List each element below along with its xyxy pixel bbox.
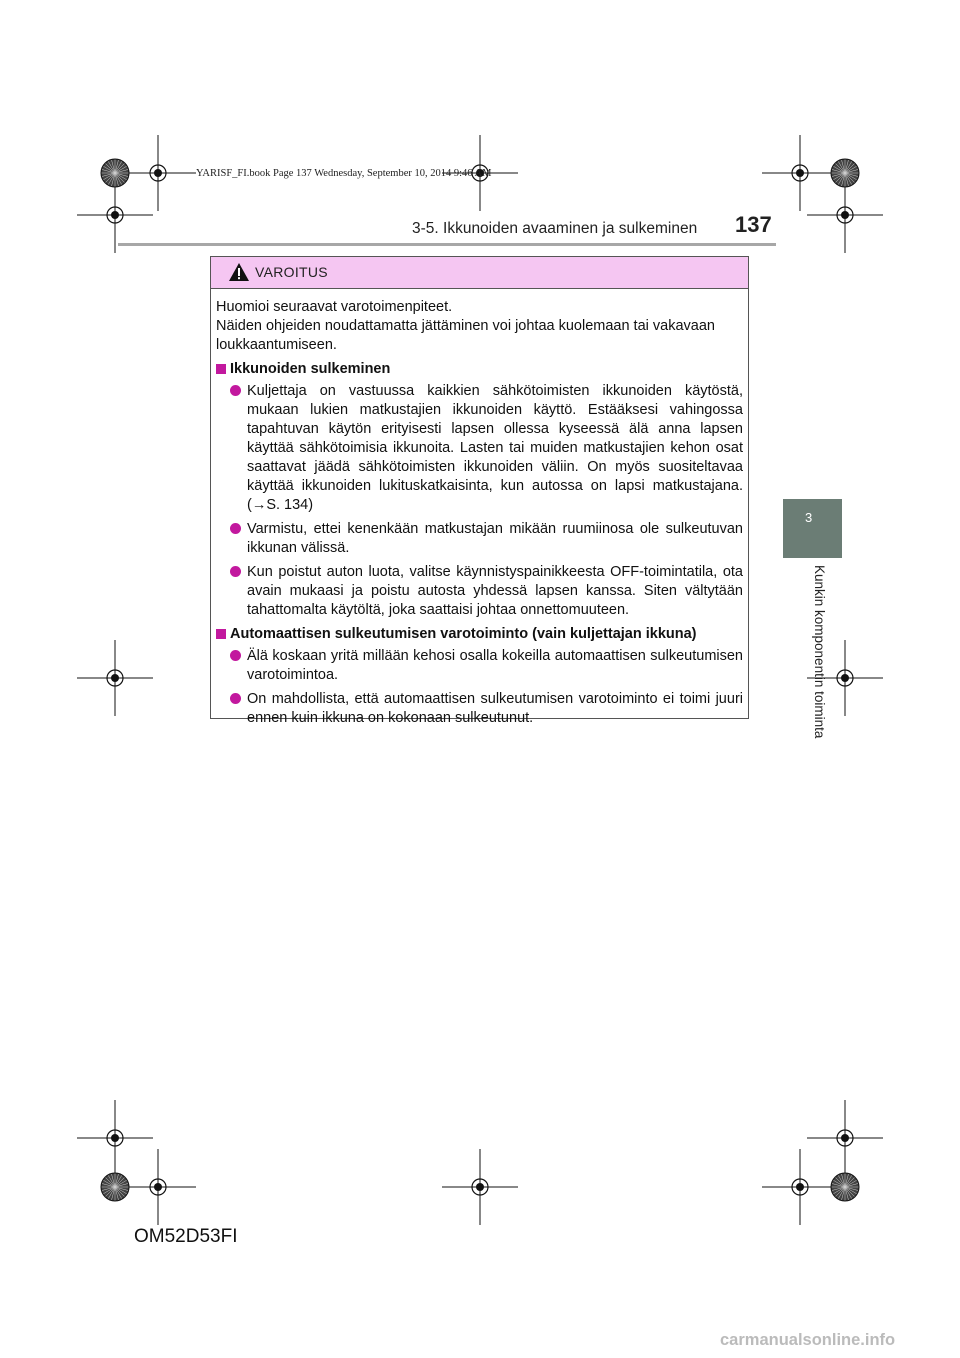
square-bullet-icon	[216, 364, 226, 374]
section-heading: Ikkunoiden sulkeminen	[216, 360, 743, 379]
bullet-dot-icon	[230, 385, 241, 396]
bullet-item: On mahdollista, että automaattisen sulkeutumisen varotoiminto ei toimi juuri ennen kuin ikkuna on kokonaan sulkeutunut.	[216, 690, 743, 728]
crosshair-mark	[841, 1134, 849, 1142]
header-rule	[118, 243, 776, 246]
bullet-item: Kun poistut auton luota, valitse käynnistyspainikkeesta OFF-toimintatila, ota avain mukaasi ja poistu autosta yhdessä lapsen kanssa. Siten vältytään tahattomalta käytöltä, joka saattaisi johtaa onnettomuuteen.	[216, 563, 743, 620]
warning-title: VAROITUS	[255, 264, 328, 280]
section-title: 3-5. Ikkunoiden avaaminen ja sulkeminen	[412, 220, 698, 237]
bullet-dot-icon	[230, 523, 241, 534]
book-info: YARISF_FI.book Page 137 Wednesday, September 10, 2014 9:46 AM	[196, 168, 492, 179]
crosshair-mark	[111, 1134, 119, 1142]
square-bullet-icon	[216, 629, 226, 639]
warning-body	[216, 298, 743, 733]
crosshair-mark	[841, 674, 849, 682]
bullet-item: Varmistu, ettei kenenkään matkustajan mikään ruumiinosa ole sulkeutuvan ikkunan välissä.	[216, 520, 743, 558]
bullet-dot-icon	[230, 693, 241, 704]
crosshair-mark	[111, 211, 119, 219]
chapter-number: 3	[805, 510, 813, 525]
crosshair-mark	[154, 1183, 162, 1191]
crosshair-mark	[796, 1183, 804, 1191]
crosshair-mark	[111, 674, 119, 682]
watermark: carmanualsonline.info	[720, 1331, 896, 1349]
warning-box	[210, 256, 749, 726]
warning-triangle-icon	[228, 262, 250, 282]
bullet-dot-icon	[230, 566, 241, 577]
chapter-title: Kunkin komponentin toiminta	[812, 565, 827, 739]
bullet-dot-icon	[230, 650, 241, 661]
bullet-item: Kuljettaja on vastuussa kaikkien sähkötoimisten ikkunoiden käytöstä, mukaan lukien matkustajien ikkunoiden käyttö. Estääksesi vahingossa tapahtuvan käytön erityisesti lapsen ollessa kyseessä älä anna lapsen käyttää sähkötoimisia ikkunoita. Lasten tai muiden matkustajien kehon osat saattavat jäädä sähkötoimisten ikkunoiden väliin. On myös suositeltavaa käyttää ikkunoiden lukituskatkaisinta, kun autossa on lapsi matkustajana. (→S. 134)	[216, 382, 743, 515]
document-code: OM52D53FI	[134, 1226, 238, 1247]
chapter-tab	[783, 499, 842, 558]
crosshair-mark	[841, 211, 849, 219]
bullet-item: Älä koskaan yritä millään kehosi osalla kokeilla automaattisen sulkeutumisen varotoimintoa.	[216, 647, 743, 685]
crosshair-mark	[154, 169, 162, 177]
section-heading: Automaattisen sulkeutumisen varotoiminto (vain kuljettajan ikkuna)	[216, 625, 743, 644]
crosshair-mark	[476, 1183, 484, 1191]
crosshair-mark	[796, 169, 804, 177]
warning-header	[211, 257, 748, 289]
page-number: 137	[735, 212, 772, 237]
warning-intro: Huomioi seuraavat varotoimenpiteet. Näiden ohjeiden noudattamatta jättäminen voi johtaa kuolemaan tai vakavaan loukkaantumiseen.	[216, 299, 715, 353]
